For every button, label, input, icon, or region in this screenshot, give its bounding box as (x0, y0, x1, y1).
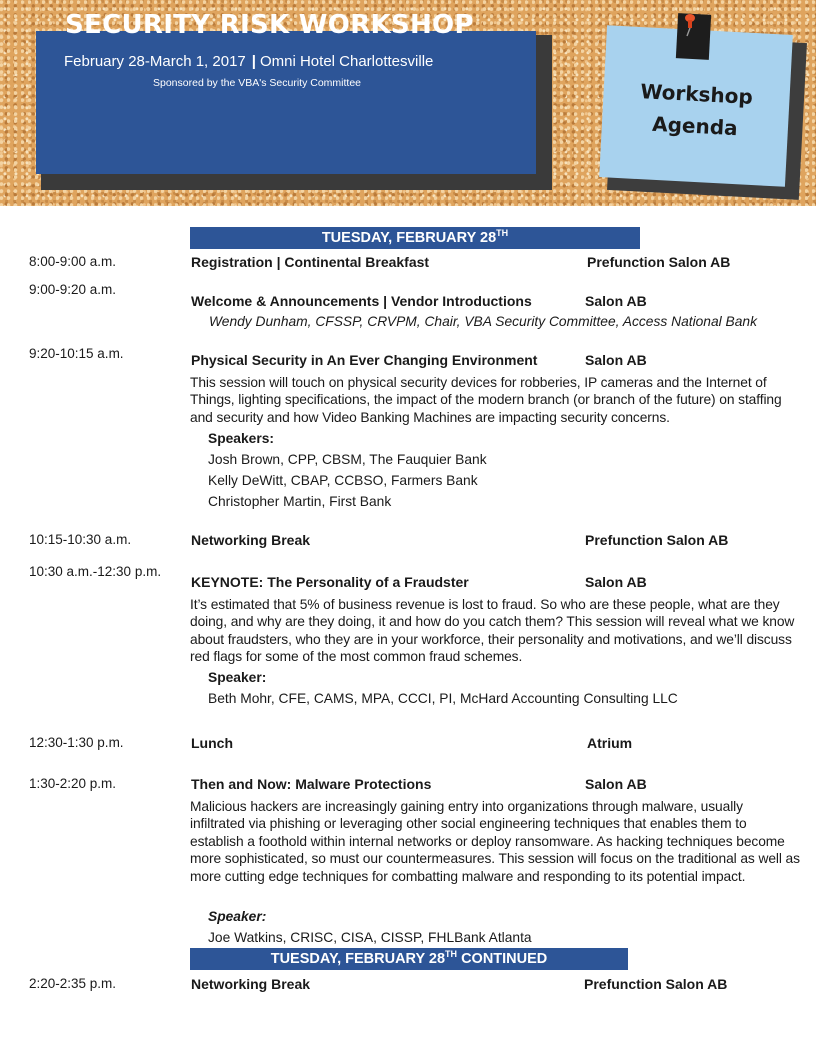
session-chair: Wendy Dunham, CFSSP, CRVPM, Chair, VBA Security Committee, Access National Bank (209, 314, 758, 329)
session-room: Atrium (587, 735, 633, 751)
session-time: 2:20-2:35 p.m. (29, 976, 117, 991)
session-time: 9:20-10:15 a.m. (29, 346, 124, 361)
cork-board-header (0, 0, 816, 206)
session-room: Prefunction Salon AB (585, 532, 729, 548)
session-room: Prefunction Salon AB (587, 254, 731, 270)
session-room: Salon AB (585, 293, 647, 309)
speakers-label: Speaker: (208, 670, 267, 685)
speaker-name: Kelly DeWitt, CBAP, CCBSO, Farmers Bank (208, 473, 478, 488)
session-description: It’s estimated that 5% of business revenue is lost to fraud. So who are these people, what are they doing, and why are they doing, it and how do you catch them? This session will reveal what we know about fraudsters, who they are in your workforce, their personality and motivations, and we’ll discuss red flags for some of the most common fraud schemes. (190, 597, 795, 665)
workshop-title: SECURITY RISK WORKSHOP (65, 10, 474, 40)
session-room: Prefunction Salon AB (584, 976, 728, 992)
event-date-venue (64, 53, 433, 70)
session-time: 10:15-10:30 a.m. (29, 532, 132, 547)
day-header-label: TUESDAY, FEBRUARY 28 (321, 230, 497, 246)
day-header-tuesday-continued (190, 948, 628, 970)
session-title: Networking Break (191, 976, 311, 992)
session-title: Then and Now: Malware Protections (191, 776, 432, 792)
separator: | (251, 53, 256, 70)
day-header-tuesday (190, 227, 640, 249)
session-title: Lunch (191, 735, 233, 751)
sponsor-line: Sponsored by the VBA's Security Committee (153, 77, 362, 89)
session-time: 9:00-9:20 a.m. (29, 282, 117, 297)
event-venue: Omni Hotel Charlottesville (259, 53, 434, 70)
event-dates: February 28-March 1, 2017 (64, 53, 246, 70)
day-header-sup: TH (445, 949, 458, 960)
note-line-1: Workshop (639, 79, 754, 109)
note-line-2: Agenda (651, 111, 739, 141)
session-title: Physical Security in An Ever Changing Environment (191, 352, 538, 368)
session-time: 8:00-9:00 a.m. (29, 254, 117, 269)
speakers-label: Speakers: (208, 431, 274, 446)
session-time: 1:30-2:20 p.m. (29, 776, 117, 791)
speaker-name: Josh Brown, CPP, CBSM, The Fauquier Bank (208, 452, 487, 467)
session-time: 10:30 a.m.-12:30 p.m. (29, 564, 162, 579)
speaker-name: Joe Watkins, CRISC, CISA, CISSP, FHLBank Atlanta (208, 930, 532, 945)
pushpin-icon (682, 13, 698, 37)
session-room: Salon AB (585, 352, 647, 368)
sticky-note-text (638, 75, 754, 145)
session-room: Salon AB (585, 776, 647, 792)
speaker-name: Christopher Martin, First Bank (208, 494, 392, 509)
session-title: Registration | Continental Breakfast (191, 254, 430, 270)
session-title: Welcome & Announcements | Vendor Introductions (191, 293, 532, 309)
session-room: Salon AB (585, 574, 647, 590)
session-description: Malicious hackers are increasingly gaining entry into organizations through malware, usually infiltrated via phishing or leveraging other social engineering techniques that enables them to establish a foothold within internal networks or deploy ransomware. As hacking techniques become more sophisticated, so must our countermeasures. This session will focus on the traditional as well as more cutting edge techniques for combatting malware and responding to its potential impact. (190, 799, 800, 884)
session-title: Networking Break (191, 532, 311, 548)
speaker-name: Beth Mohr, CFE, CAMS, MPA, CCCI, PI, McHard Accounting Consulting LLC (208, 691, 678, 706)
session-description: This session will touch on physical security devices for robberies, IP cameras and the Internet of Things, lighting specifications, the impact of the modern branch (or branch of the future) on staffing and security and how Video Banking Machines are impacting security concerns. (190, 375, 782, 425)
session-time: 12:30-1:30 p.m. (29, 735, 124, 750)
day-header-suffix: CONTINUED (457, 951, 548, 967)
day-header-sup: TH (496, 228, 509, 239)
day-header-label: TUESDAY, FEBRUARY 28 (270, 951, 446, 967)
session-title: KEYNOTE: The Personality of a Fraudster (191, 574, 469, 590)
speakers-label: Speaker: (208, 909, 267, 924)
